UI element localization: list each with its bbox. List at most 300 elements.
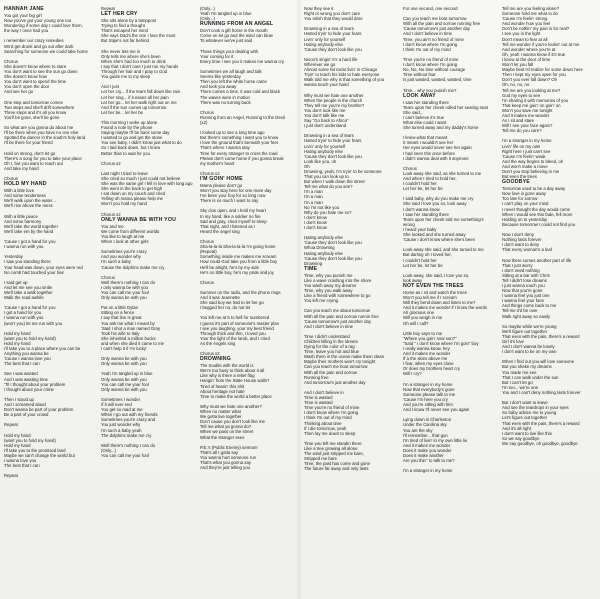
lyric-line: Let her be, let her be xyxy=(403,186,443,192)
lyric-line: Heard the angel sing xyxy=(200,228,240,234)
lyric-line: The waves were in motion xyxy=(200,94,250,100)
lyric-line: The future far away and only lasts xyxy=(304,466,369,472)
lyric-line: 'Cause tomorrow's just another day xyxy=(403,26,471,32)
lyric-line: 'Cause tomorrow's just another day xyxy=(304,318,372,324)
lyric-line: Sometimes you're crazy xyxy=(101,249,147,255)
lyric-line: Chorus x2 xyxy=(200,170,220,176)
lyric-line: Sha-la-la-la Sha-la-la-la I'm going home xyxy=(200,244,276,250)
lyric-line: And won't make a move xyxy=(502,163,548,169)
lyric-line: I don't want to be on my own xyxy=(502,349,557,355)
lyric-line: With all the pain and sorrow running free xyxy=(403,21,481,27)
lyric-line: Then lay me down to sleep xyxy=(304,430,356,436)
lyric-line: As I sit and stare xyxy=(502,118,535,124)
lyric-line: Sometimes you're crazy and xyxy=(101,417,156,423)
lyric-line: And it was Jeannette xyxy=(200,295,240,301)
lyric-line: I really wanna know, hey xyxy=(403,346,450,351)
lyric-line: Last night I tried to leave xyxy=(101,170,148,176)
lyric-line: I'm too... we're one xyxy=(502,384,539,390)
lyric-line: Only wanna be with you xyxy=(101,356,147,362)
lyric-line: The best that I can xyxy=(4,361,40,367)
lyric-line: Someone please talk to me xyxy=(403,391,456,397)
lyric-line: Don't you ever fall down? Oh xyxy=(502,77,558,83)
lyric-line: But you shake my dreams xyxy=(502,364,552,370)
lyric-line: I wanna feel you just one xyxy=(502,293,550,299)
lyric-line: When I would see this fade, fell more xyxy=(502,211,573,217)
song-title: RUNNING FROM AN ANGEL xyxy=(200,21,274,28)
lyric-line: Tears upon her cheek told me something's xyxy=(403,216,484,222)
lyric-line: When the people in the church xyxy=(304,97,363,103)
lyric-line: Seems like yesterday xyxy=(200,74,241,80)
lyric-line: If I die tomorrow, yeah xyxy=(304,425,347,431)
lyric-line: And you wonder why xyxy=(101,254,141,260)
lyric-line: You can call me your fool xyxy=(101,289,149,295)
lyric-line: And took you away xyxy=(200,84,237,90)
lyric-line: You relish that they would dare xyxy=(304,16,363,22)
lyric-line: 'Cause they don't look like you xyxy=(304,46,362,52)
lyric-line: The best that I can xyxy=(4,463,40,469)
lyric-line: That's escaped her mind xyxy=(101,28,148,34)
lyric-line: Like a wave crashing into the shore xyxy=(304,277,372,283)
lyric-line: I say that I don't care I just run my hands xyxy=(101,63,179,69)
lyric-line: No comb had touched your hair xyxy=(4,269,64,275)
lyric-line: Hold my hand xyxy=(4,330,31,336)
lyric-line: I couldn't hold her xyxy=(403,257,437,263)
lyric-line: Let her go... let her walk right out on me xyxy=(101,99,177,105)
lyric-line: Wondering if some day I could love them, xyxy=(4,23,83,29)
lyric-line: Don't you stop believing in me xyxy=(502,169,560,174)
lyric-line: There's a song for you to take your place xyxy=(4,155,82,161)
lyric-line: That every woman's a leaf xyxy=(502,247,553,253)
lyric-line: You got your big girl xyxy=(4,13,42,18)
lyric-line: I'm sharing it with memories of you xyxy=(502,97,569,103)
lyric-line: P.E.'s (Public Enemy) sermon! xyxy=(200,444,258,450)
lyric-line: Hating anybody else xyxy=(304,235,343,241)
lyric-line: Better than to wait for you xyxy=(101,150,150,156)
lyric-line: I wanna run with you xyxy=(4,315,44,321)
lyric-line: Children killing in the streets xyxy=(304,339,358,344)
lyric-line: Look away she said, and she turned to me xyxy=(403,247,484,253)
lyric-line: I can't play on your mind xyxy=(502,201,549,207)
lyric-line: my mother's heart xyxy=(200,160,235,166)
lyric-line: wanna touch your hand xyxy=(304,82,349,88)
song-title: HANNAH JANE xyxy=(4,6,44,12)
lyric-line: I'm a stranger in my home xyxy=(403,468,453,474)
lyric-line: Can you teach me bout tomorrow xyxy=(403,16,467,22)
lyric-line: Hating anybody else xyxy=(304,148,343,154)
lyric-line: Then I stood up xyxy=(4,396,34,402)
lyrics-column-5 xyxy=(403,6,497,596)
lyric-line: Chorus xyxy=(101,274,115,280)
lyric-line: Chorus x2 xyxy=(200,351,220,357)
lyric-line: Tell me are you looking at me? xyxy=(502,87,561,93)
lyric-line: That's where I wanna stay xyxy=(200,145,250,151)
lyric-line: You can call me your fool xyxy=(101,452,149,458)
lyrics-column-2 xyxy=(101,6,195,596)
lyric-line: There comes a time, it was cold and black xyxy=(200,89,281,95)
lyric-line: And I know I'll never see you again xyxy=(403,407,470,413)
lyric-line: So I laid back down, but I knew xyxy=(101,145,161,151)
lyric-line: Repeat xyxy=(4,473,18,479)
lyric-line: And the way begins to bleed, oh xyxy=(502,158,564,164)
lyric-line: Tell me what ya gonna do? xyxy=(200,424,252,430)
lyric-line: Tell me what do you see? xyxy=(304,184,353,190)
lyric-line: I didn't wanna deal with it anymore xyxy=(403,155,469,161)
lyric-line: I'll be there for your friend xyxy=(4,140,53,146)
lyric-line: look away xyxy=(403,277,423,283)
lyric-line: Won't let you fall xyxy=(502,62,534,68)
lyric-line: She turned away and my daddy's home xyxy=(403,125,479,131)
lyric-line: And some tenderness xyxy=(4,193,46,199)
lyric-line: Time is wasted xyxy=(304,395,333,401)
lyric-line: 'Cause I got a hand for you xyxy=(4,305,56,311)
lyric-line: That I can walk under the sun xyxy=(502,374,559,380)
lyric-line: 'Cause I got a hand for you xyxy=(4,239,56,245)
lyric-line: I saw her standing there xyxy=(403,211,449,217)
lyric-line: She looked and she turned away xyxy=(403,232,466,238)
lyric-line: I see you laughing, your my best friend xyxy=(200,325,274,331)
lyric-line: That even with the pain, there's a reward xyxy=(502,333,580,339)
lyric-line: But even the trees xyxy=(502,174,537,180)
lyric-line: That even with the pain, there's a reward xyxy=(502,420,580,426)
lyric-line: She said... xyxy=(403,109,424,115)
lyric-line: Won't you stay here for one more day xyxy=(200,188,272,194)
song-title: DROWNING xyxy=(200,356,231,363)
lyric-line: You made me see xyxy=(502,369,537,375)
lyric-line: Only wanna be with you xyxy=(101,295,147,301)
lyric-line: I guess it's part of someone's master plan xyxy=(200,320,280,326)
lyric-line: Time, leave you hot and blue xyxy=(304,349,360,355)
lyric-line: Wash them in the ocean make them clean xyxy=(304,354,385,360)
lyric-line: We'll rise above the mess xyxy=(4,203,53,209)
lyric-line: With all the pain and sorrow xyxy=(304,369,358,375)
lyric-line: So maybe while we're young xyxy=(502,323,557,329)
lyric-line: Time to make the world a better place xyxy=(200,393,272,399)
lyric-line: One step and tomorrow comes xyxy=(4,99,63,105)
lyric-line: Saying maybe I'll be back some day xyxy=(101,130,170,136)
lyric-line: Now there comes another part of life xyxy=(502,257,572,263)
lyric-line: I don't wanna know xyxy=(403,206,440,212)
lyric-line: I sat down on my couch and cried xyxy=(101,191,166,197)
lyric-line: Sitting on a fence xyxy=(101,310,135,316)
lyric-line: I think I'm out of my mind xyxy=(304,415,352,421)
lyric-line: He's no little boy, he's my pride and joy xyxy=(200,269,274,275)
lyric-line: Don't cause you don't look like me xyxy=(200,419,265,425)
lyric-line: Time you're no friend of mine xyxy=(403,56,459,62)
lyric-line: And it makes me wonder xyxy=(403,442,451,448)
lyric-line: I don't need nothing xyxy=(502,267,540,273)
lyric-line: You just wonder why xyxy=(101,422,141,428)
lyric-line: 'Said I shot a man named Gray xyxy=(101,325,161,331)
lyric-line: I said get up xyxy=(4,279,28,285)
lyric-line: I don't want to deny xyxy=(502,242,540,248)
lyric-line: I've been your boy for so long now xyxy=(200,193,266,199)
lyric-line: Time, you ain't no friend of mine xyxy=(403,36,464,42)
lyric-line: Hold on strong, don't let go xyxy=(4,150,56,156)
lyric-line: Walk told me why is that something of you xyxy=(304,77,385,83)
lyric-line: You get so mad at me xyxy=(101,407,143,413)
lyric-line: Sometimes I wonder xyxy=(101,396,141,402)
lyric-line: But when I walk down the street xyxy=(304,179,365,185)
lyric-line: And take my hand xyxy=(4,165,39,171)
lyric-line: Does it make another xyxy=(403,452,444,458)
lyric-line: Hatred tryin' to hide your fears xyxy=(304,138,362,144)
lyric-line: 'Til I thought about your problem xyxy=(4,381,66,387)
lyric-line: 'Cause they don't look like you xyxy=(304,153,362,159)
lyric-line: I don't know where I'm going xyxy=(304,410,359,416)
lyric-line: (Only...) xyxy=(200,6,215,11)
lyric-line: I saw you standing there xyxy=(4,259,51,265)
lyric-line: You left me crying xyxy=(304,298,338,304)
lyric-line: I'm tired of livin' in my own little lie xyxy=(403,437,468,443)
lyric-line: That I just worry xyxy=(502,262,533,268)
lyric-line: Every time I see you it makes me wanna cry xyxy=(200,58,285,64)
lyric-line: Girl it's love xyxy=(502,339,525,344)
lyric-line: You wash away my dreams xyxy=(304,282,357,288)
lyric-line: Chorus xyxy=(200,239,214,245)
lyric-line: Too late for sorrow xyxy=(502,196,538,202)
lyric-line: With a little peace xyxy=(4,213,38,219)
lyric-line: She was the same girl I fell in love with long ago xyxy=(101,181,193,187)
lyric-line: You don't want to see the sun go down xyxy=(4,69,78,75)
lyric-line: When we pass on the street xyxy=(200,429,254,435)
lyric-line: Time you left me standin there xyxy=(304,440,362,446)
lyric-line: Those things your dealing with xyxy=(200,48,259,54)
lyric-line: We'll take the world together xyxy=(4,223,59,229)
lyric-line: the way I once had you xyxy=(4,28,49,34)
lyric-line: Look away she said, as she turned to me xyxy=(403,170,482,176)
lyric-line: Tell me wonder if you're lookin' out at me xyxy=(502,41,580,47)
lyric-line: God my eyes to see xyxy=(502,92,541,98)
lyric-line: Hold my hand xyxy=(4,442,31,448)
lyric-line: I'm such a baby xyxy=(101,259,131,265)
lyric-line: So we say goodbye xyxy=(502,435,540,441)
lyric-line: But there's something I want you to know xyxy=(200,135,279,141)
lyric-line: Home as I sit and watch the trees xyxy=(403,289,467,295)
lyric-line: Livin' only for yourself xyxy=(304,143,346,149)
lyric-line: We're too busy to think about it all xyxy=(200,368,265,374)
lyric-line: To whatever we've just said xyxy=(200,38,253,44)
lyric-line: Stripped me bare xyxy=(304,456,337,462)
lyric-line: Mama please don't go xyxy=(200,183,243,188)
lyric-line: I think I'm out of my mind xyxy=(403,46,451,52)
lyric-line: I begged her no, do not let xyxy=(200,305,251,311)
lyric-line: Little boy says to me xyxy=(403,330,443,336)
lyric-line: And see her go xyxy=(4,89,34,95)
lyric-line: Time I didn't understand xyxy=(304,333,350,339)
lyric-line: And wonder how you feel xyxy=(502,21,551,27)
lyric-line: Oh, yeah I wanna know if it's true xyxy=(502,51,566,57)
lyric-line: Hangin' from the State House walls? xyxy=(200,378,270,384)
lyric-line: Yeah I'm tangled up in blue xyxy=(200,11,252,17)
lyric-line: Why do you hate me so? xyxy=(304,209,352,215)
lyric-line: "Said " I don't know where I'm goin" boy xyxy=(403,340,479,346)
lyric-line: What the stranger sees xyxy=(200,434,245,440)
lyric-line: Look like you, oh xyxy=(304,158,337,164)
lyric-line: Chorus xyxy=(4,176,18,181)
lyric-line: 'Cause I'm feelin' weak xyxy=(502,153,546,159)
lyric-line: Put on a little Dylan xyxy=(101,305,139,311)
lyric-line: Only wanna be with you xyxy=(101,361,147,367)
lyric-line: Chorus xyxy=(4,58,18,64)
lyric-line: But I don't want to leave xyxy=(502,400,548,406)
lyric-line: I couldn't hold her xyxy=(403,181,437,187)
song-title: LET HER CRY xyxy=(101,11,138,18)
lyric-line: Ah gracious one xyxy=(403,310,435,316)
lyric-line: Then I kept my eyes open for you xyxy=(502,72,566,78)
lyric-line: And you're sitting with him xyxy=(403,402,453,408)
lyric-line: 'Cause they don't look like you xyxy=(304,255,362,261)
lyric-line: She said I love you so, look away xyxy=(403,201,467,207)
lyric-line: If a the skies above me xyxy=(403,356,448,362)
lyric-line: And if the sun comes up tomorrow xyxy=(101,104,167,110)
lyric-line: I say that line is great xyxy=(101,315,142,321)
lyric-line: Won't you save me tonight xyxy=(502,107,553,113)
lyric-line: And it makes me wonder xyxy=(502,112,550,118)
lyric-line: Now I don't deny xyxy=(502,232,534,238)
lyric-line: Like why is there a rebel flag xyxy=(200,373,255,379)
lyric-line: Only wanna be with you xyxy=(101,386,147,392)
lyric-line: I don't know xyxy=(304,225,327,231)
lyric-line: That you can look up to xyxy=(304,174,349,180)
lyric-line: And I screamed aloud xyxy=(4,402,46,408)
lyric-line: Drowning, yeah, I'm tryin' to be someone xyxy=(304,169,382,174)
lyric-line: Please don't come home if you gonna break xyxy=(200,155,284,161)
lyric-line: And they're just telling you xyxy=(200,465,251,471)
lyric-line: Will I see your face again? xyxy=(502,123,553,129)
lyric-line: Your coming for it xyxy=(200,53,234,59)
lyric-line: Chorus x2 xyxy=(101,211,121,217)
lyric-line: In my hand, like a soldier no fire xyxy=(200,213,261,219)
lyric-line: When I go out with my friends xyxy=(101,412,158,418)
lyric-line: Yeah I'm tangled up in blue xyxy=(101,371,153,377)
lyric-line: You wanna hurt someone run xyxy=(200,454,256,460)
lyric-line: You and me xyxy=(101,223,124,229)
lyric-line: You left me at 5 to hell for numbered xyxy=(200,315,270,321)
lyric-line: Two steps and she'll drift somewhere xyxy=(4,104,75,110)
lyric-line: You see baby, I didn't know just what to do xyxy=(101,140,182,146)
lyric-line: Can you teach me about tomorrow xyxy=(304,308,370,314)
lyric-line: 'Cause I don't know where she's been xyxy=(403,237,475,243)
lyric-line: This morning I woke up alone xyxy=(101,119,158,125)
lyric-line: Holding on to yesterday xyxy=(502,216,548,222)
lyric-line: Now that everybody's gone xyxy=(403,386,455,392)
lyric-line: Tell me it'd be over xyxy=(502,308,538,314)
lyric-line: When she's had too much to drink xyxy=(101,58,166,64)
lyric-line: If it will ever end xyxy=(101,402,132,408)
lyric-line: Look away, she said, I love you so, xyxy=(403,272,470,278)
lyric-line: I can't believe it's true xyxy=(403,114,445,120)
lyric-line: Yesterday xyxy=(4,254,23,260)
lyric-line: Will they bend down and listen to me? xyxy=(403,300,476,306)
lyric-line: She said boy we had to let her go xyxy=(200,300,264,306)
lyric-line: I fear, when my eyes close xyxy=(403,361,454,367)
lyric-line: Right here I just can't see xyxy=(502,148,551,154)
lyric-line: Chorus xyxy=(200,279,214,285)
lyric-line: Nixon's singin' it's a hard life xyxy=(304,56,358,62)
lyric-line: You guide me to my sleep xyxy=(101,74,151,80)
lyric-line: Time you're no friend of mine xyxy=(304,405,360,411)
lyric-line: Won't you tell me if I scream xyxy=(403,295,457,301)
lyric-line: She inherited a million bucks xyxy=(101,335,156,341)
lyric-line: It meant I wouldn't see her xyxy=(403,140,454,146)
lyric-line: Oh xyxy=(304,163,310,169)
lyric-line: Oh I, but you want to reach out xyxy=(4,160,63,166)
lyrics-column-6 xyxy=(502,6,596,596)
lyric-line: Repeat xyxy=(101,6,115,11)
lyric-line: Now you've got your young one too xyxy=(4,18,72,24)
lyric-line: Maybe we can't change the world but xyxy=(4,452,75,458)
lyric-line: Are you thin'' to talk to me? xyxy=(403,458,455,464)
lyric-line: Now that you're gone xyxy=(502,288,543,294)
lyric-line: She says Dad's the one I love the most xyxy=(101,33,176,39)
lyric-line: I see you in the light xyxy=(502,31,541,37)
lyric-line: Something inside me makes me scream xyxy=(200,254,277,260)
lyric-line: Lying down in Charleston xyxy=(403,417,452,423)
lyric-line: Someone hold me what to do xyxy=(502,11,558,17)
lyric-line: Livin' life on my own xyxy=(502,143,541,149)
lyric-line: Be a part of your crowd xyxy=(4,412,49,418)
lyric-line: I don't want to live like this xyxy=(502,430,552,436)
lyric-line: Like a tree growing all alone xyxy=(304,445,358,451)
lyric-line: Sometimes we all laugh and talk xyxy=(200,69,262,75)
lyric-line: And some harmony xyxy=(4,218,42,224)
lyric-line: I'm a man xyxy=(304,189,323,195)
lyric-line: You don't open the door xyxy=(4,84,50,90)
lyric-line: Dying for the color of a rag xyxy=(304,344,355,350)
lyric-line: Sitting at a bar with Chris xyxy=(502,272,550,278)
lyric-line: When I look at other girls xyxy=(101,239,149,245)
lyric-line: I remember our crazy remedies xyxy=(4,38,64,44)
lyric-line: Three steps and it's all you know xyxy=(4,109,67,115)
lyric-line: I saw her standing there xyxy=(403,99,449,105)
lyric-line: Does it make you wonder xyxy=(403,447,452,453)
lyric-line: She doesn't know how xyxy=(4,74,47,80)
lyric-line: Running from an Angel, Running to the Devil xyxy=(200,114,285,120)
lyric-line: Time for every stranger to cross the road xyxy=(200,150,278,156)
lyric-line: I wanna run with you xyxy=(4,244,44,250)
lyric-line: Repeat xyxy=(4,422,18,428)
lyrics-column-3 xyxy=(200,6,294,596)
lyric-line: You can call me your fool xyxy=(101,381,149,387)
lyric-line: Drowning in a sea of tears xyxy=(304,133,354,139)
lyric-line: Running free xyxy=(304,374,329,380)
lyric-line: And I don't believe in time xyxy=(304,323,354,329)
song-title: TIME xyxy=(304,265,318,272)
lyric-line: You and I can't deny nothing lasts forever xyxy=(502,389,581,395)
lyric-line: And I don't believe in time xyxy=(403,31,453,37)
lyric-line: She doesn't know where to stare xyxy=(4,63,67,69)
lyric-line: Hating anybody else xyxy=(304,41,343,47)
lyric-line: Ws'd get drunk and go out after dark xyxy=(4,43,74,49)
lyric-line: I just don't understand xyxy=(304,123,347,129)
lyric-line: 'Cause the dolphins make me cry xyxy=(101,264,165,270)
lyric-line: Maybe best I'd realize for some down here xyxy=(502,67,583,73)
lyric-line: And I was wasting time xyxy=(4,376,48,382)
lyric-line: I only wanna be with you xyxy=(101,284,149,290)
lyric-line: Why must we hate one another xyxy=(304,92,364,98)
lyric-line: (want you to hold my hand) xyxy=(4,437,56,443)
lyric-line: Maybe their mothers won't cry tonight xyxy=(304,359,376,365)
lyric-line: Chorus x2 xyxy=(101,160,121,166)
lyric-line: Like a friend with somewhere to go xyxy=(304,293,371,299)
lyric-line: I'll take you to a place where you can be xyxy=(4,346,81,351)
lyric-line: Spotted the dancer in the south's holy land xyxy=(4,135,86,141)
lyric-line: Can you teach me bout tomorrow xyxy=(304,364,368,370)
lyric-line: Walk the road awhile xyxy=(4,295,44,301)
lyric-line: Anything you wanna be xyxy=(4,351,49,357)
lyric-line: Don't wanna be part of your problem xyxy=(4,407,74,413)
lyric-line: And I don't wanna be lonely xyxy=(502,344,555,350)
